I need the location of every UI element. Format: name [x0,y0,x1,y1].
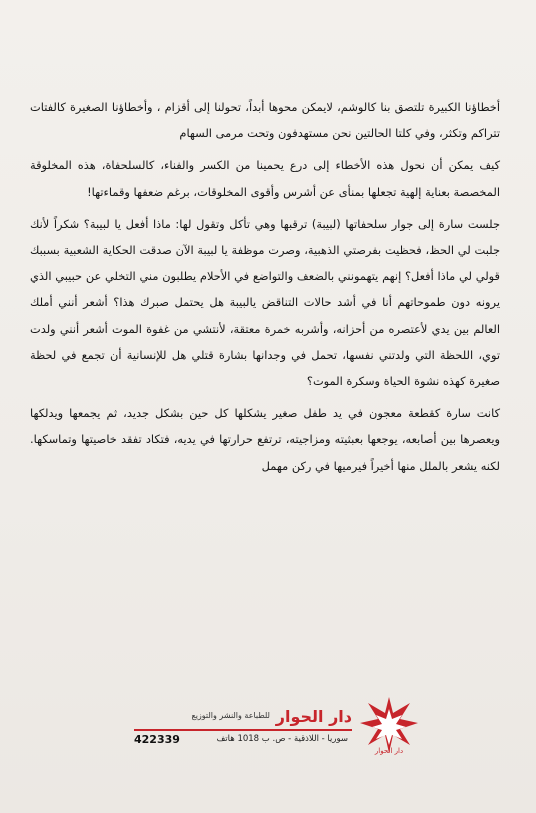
publisher-divider [134,729,352,731]
paragraph-1: أخطاؤنا الكبيرة تلتصق بنا كالوشم، لايمكن محوها أبداً، تحولنا إلى أقزام ، وأخطاؤنا الصغيرة كالفتات تتراكم وتكثر، وفي كلتا الحالتين نحن مستهدفون وتحت مرمى السهام [30,100,500,141]
paragraph-4: كانت سارة كقطعة معجون في يد طفل صغير يشكلها كل حين بشكل جديد، ثم يجمعها ويدلكها ويعصرها بين أصابعه، يوجعها بعبثيته ومزاجيته، ترتفع حرارتها في يديه، فتكاد تفقد خاصيتها وتماسكها. لكنه يشعر بالملل منها أخيراً فيرميها في ركن مهمل [30,406,500,473]
paragraph-2: كيف يمكن أن نحول هذه الأخطاء إلى درع يحمينا من الكسر والفناء، كالسلحفاة، هذه المخلوقة المخصصة بعناية إلهية تجعلها بمنأى عن أشرس وأقوى المخلوقات، برغم ضعفها وقماءتها! [30,158,500,199]
publisher-slogan: للطباعة والنشر والتوزيع [191,711,270,720]
paragraph-3: جلست سارة إلى جوار سلحفاتها (لبيبة) ترقبها وهي تأكل وتقول لها: ماذا أفعل يا لبيبة؟ شكراً لأنك جلبت لي الحظ، فحظيت بفرصتي الذهبية، وصرت موظفة يا لبيبة الآن صدقت الحكاية الشعبية بسببك قولي لي ماذا أفعل؟ إنهم يتهمونني بالضعف والتواضع في الأحلام يطلبون مني التخلي عن حبيبي الذي يرونه دون طموحاتهم أنا في أشد حالات التناقض يالبيبة هل يحتمل صبرك هذا؟ أشعر أنني أملك العالم بين يدي لأعتصره من أحزانه، وأشربه خمرة معتقة، لأنتشي من غفوة الموت أشعر أنني ولدت توي، اللحظة التي ولدتني نفسها، تحمل في وجدانها بشارة قتلي هل للإنسانية أن تجمع في لحظة صغيرة كهذه نشوة الحياة وسكرة الموت؟ [30,216,500,389]
publisher-address: سوريا - اللاذقية - ص. ب 1018 هاتف [216,734,348,744]
body-text [30,94,500,485]
publisher-phone: 422339 [134,733,180,746]
publisher-logo-icon [358,695,420,757]
publisher-name: دار الحوار [275,707,352,726]
publisher-block [120,695,420,795]
logo-text: دار الحوار [374,747,404,755]
